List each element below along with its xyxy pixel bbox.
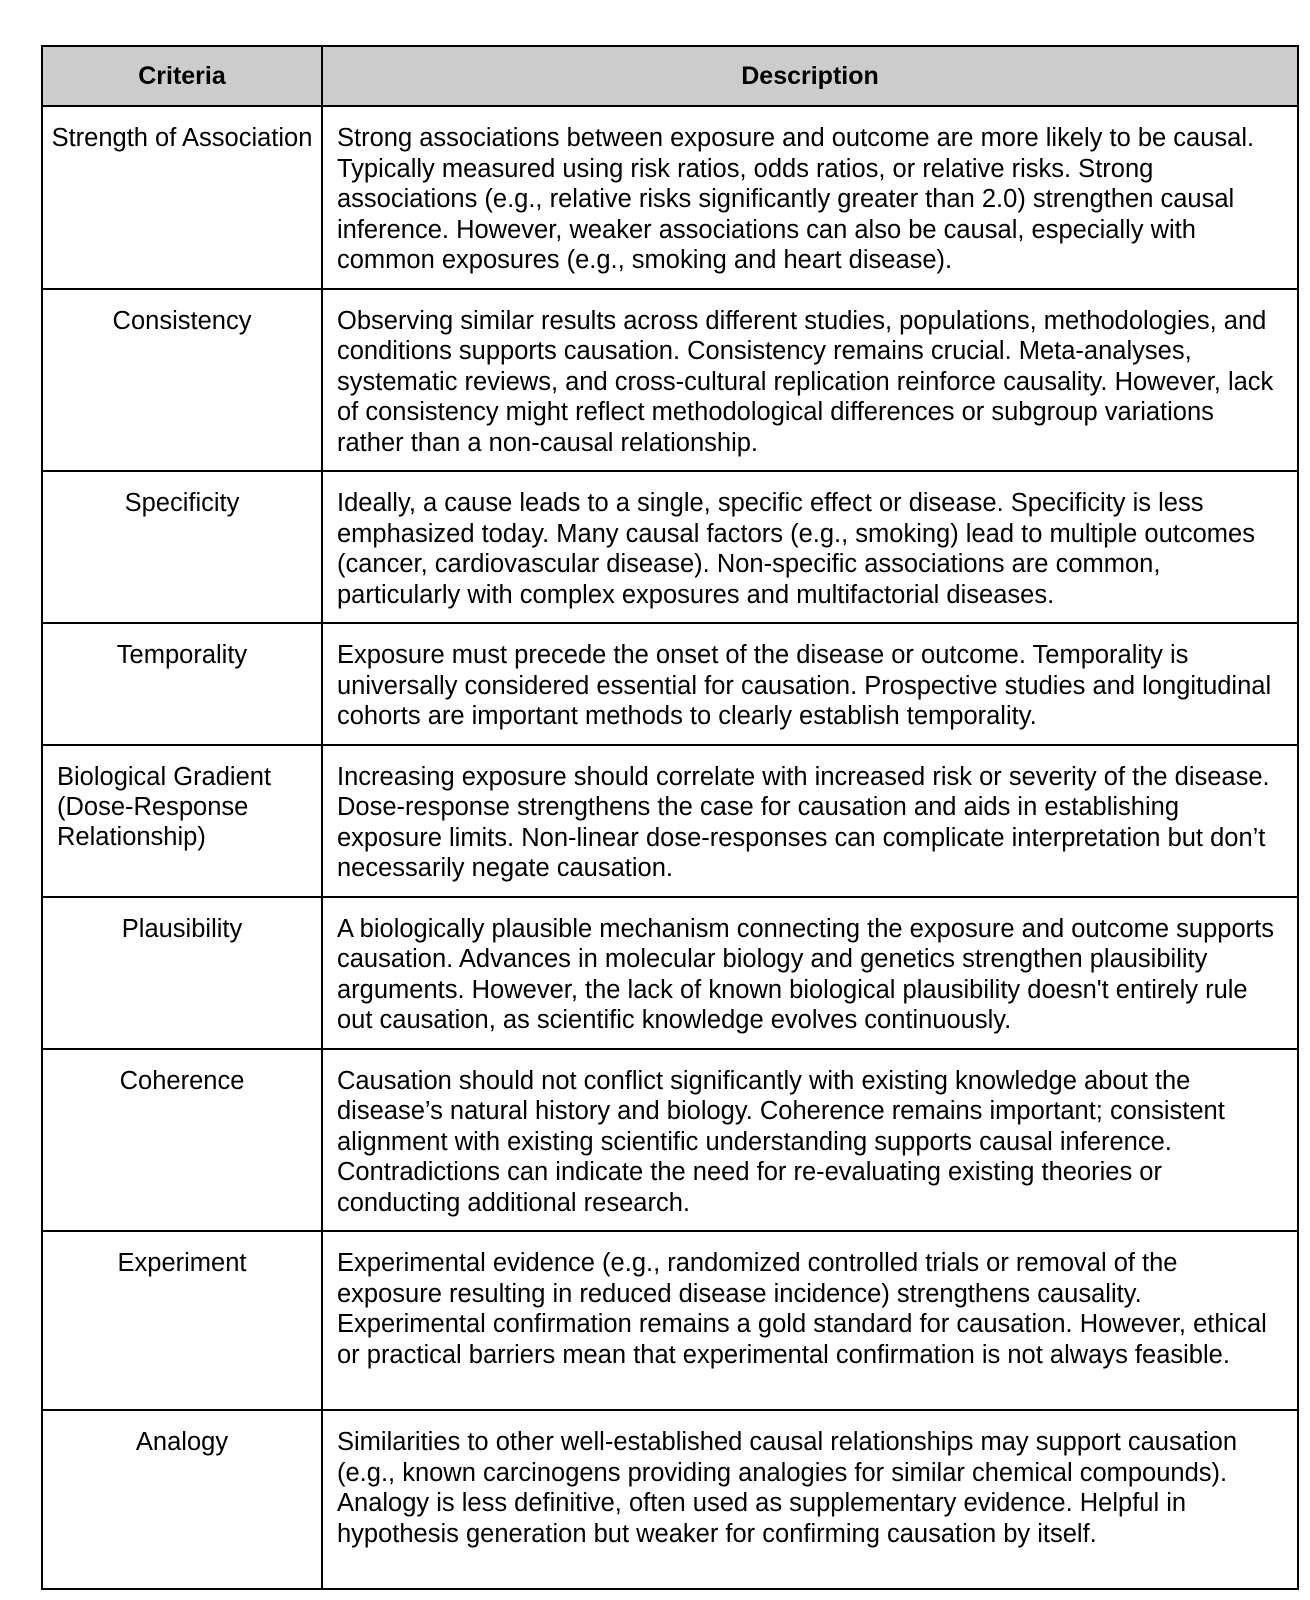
table-row-coherence — [42, 1049, 1298, 1232]
table-body — [42, 106, 1298, 1589]
header-description: Description — [322, 46, 1298, 106]
description-cell: Strong associations between exposure and outcome are more likely to be causal. Typically measured using risk ratios, odds ratios, or relative risks. Strong associations (e.g., relative risks significantly greater than 2.0) strengthen causal inference. However, weaker associations can also be causal, especially with common exposures (e.g., smoking and heart disease). — [322, 106, 1298, 289]
table-row-strength-of-association — [42, 106, 1298, 289]
table-row-plausibility — [42, 897, 1298, 1049]
criteria-cell: Consistency — [42, 289, 322, 472]
causation-criteria-table — [41, 45, 1299, 1590]
table-row-temporality — [42, 623, 1298, 745]
description-cell: Increasing exposure should correlate with increased risk or severity of the disease. Dose-response strengthens the case for causation and aids in establishing exposure limits. Non-linear dose-responses can complicate interpretation but don’t necessarily negate causation. — [322, 745, 1298, 897]
criteria-cell: Temporality — [42, 623, 322, 745]
criteria-cell: Plausibility — [42, 897, 322, 1049]
header-criteria: Criteria — [42, 46, 322, 106]
table-row-specificity — [42, 471, 1298, 623]
criteria-cell: Biological Gradient (Dose-Response Relationship) — [42, 745, 322, 897]
table-row-analogy — [42, 1410, 1298, 1589]
description-cell: A biologically plausible mechanism connecting the exposure and outcome supports causation. Advances in molecular biology and genetics strengthen plausibility arguments. However, the lack of known biological plausibility doesn't entirely rule out causation, as scientific knowledge evolves continuously. — [322, 897, 1298, 1049]
description-cell: Observing similar results across different studies, populations, methodologies, and conditions supports causation. Consistency remains crucial. Meta-analyses, systematic reviews, and cross-cultural replication reinforce causality. However, lack of consistency might reflect methodological differences or subgroup variations rather than a non-causal relationship. — [322, 289, 1298, 472]
header-row — [42, 46, 1298, 106]
description-cell: Experimental evidence (e.g., randomized controlled trials or removal of the exposure resulting in reduced disease incidence) strengthens causality. Experimental confirmation remains a gold standard for causation. However, ethical or practical barriers mean that experimental confirmation is not always feasible. — [322, 1231, 1298, 1410]
table-header — [42, 46, 1298, 106]
table-row-consistency — [42, 289, 1298, 472]
criteria-cell: Experiment — [42, 1231, 322, 1410]
criteria-cell: Specificity — [42, 471, 322, 623]
description-cell: Ideally, a cause leads to a single, specific effect or disease. Specificity is less emphasized today. Many causal factors (e.g., smoking) lead to multiple outcomes (cancer, cardiovascular disease). Non-specific associations are common, particularly with complex exposures and multifactorial diseases. — [322, 471, 1298, 623]
criteria-cell: Coherence — [42, 1049, 322, 1232]
description-cell: Causation should not conflict significantly with existing knowledge about the disease’s natural history and biology. Coherence remains important; consistent alignment with existing scientific understanding supports causal inference. Contradictions can indicate the need for re-evaluating existing theories or conducting additional research. — [322, 1049, 1298, 1232]
table-row-experiment — [42, 1231, 1298, 1410]
description-cell: Similarities to other well-established causal relationships may support causation (e.g., known carcinogens providing analogies for similar chemical compounds). Analogy is less definitive, often used as supplementary evidence. Helpful in hypothesis generation but weaker for confirming causation by itself. — [322, 1410, 1298, 1589]
criteria-cell: Strength of Association — [42, 106, 322, 289]
criteria-cell: Analogy — [42, 1410, 322, 1589]
description-cell: Exposure must precede the onset of the disease or outcome. Temporality is universally considered essential for causation. Prospective studies and longitudinal cohorts are important methods to clearly establish temporality. — [322, 623, 1298, 745]
table-row-biological-gradient — [42, 745, 1298, 897]
